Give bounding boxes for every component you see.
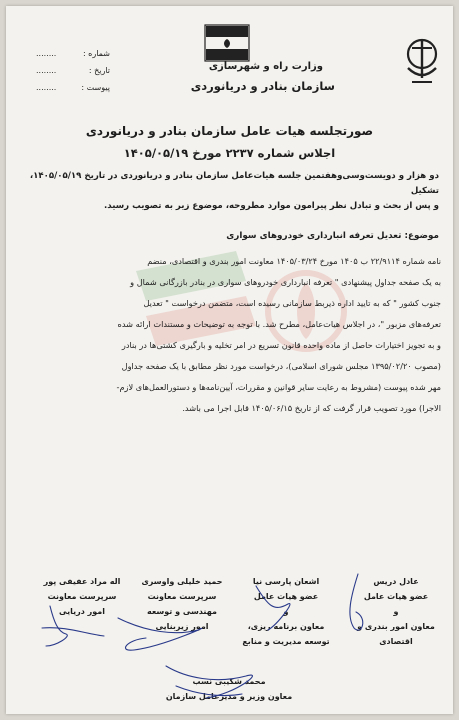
organization-name: سازمان بنادر و دریانوردی — [190, 79, 335, 93]
body-line: (مصوب ۱۳۹۵/۰۲/۲۰ مجلس شورای اسلامی)، درخواست مورد نظر مطابق با یک صفحه جداول — [121, 361, 441, 371]
body-line: جنوب کشور " که به تایید اداره ذیربط سازمانی رسیده است، متضمن درخواست " تعدیل — [143, 298, 441, 308]
session-line: اجلاس شماره ۲۲۳۷ مورخ ۱۴۰۵/۰۵/۱۹ — [123, 146, 336, 160]
signer-title: امور زیربنایی — [155, 622, 209, 631]
chair-title: معاون وزیر و مدیرعامل سازمان — [165, 692, 293, 701]
meta-number: شماره : ........ — [36, 49, 110, 58]
signer-name: عادل دریس — [373, 577, 419, 586]
subject-line: موضوع: تعدیل تعرفه انبارداری خودروهای سواری — [226, 231, 439, 241]
document-page — [6, 6, 453, 714]
body-line: مهر شده پیوست (مشروط به رعایت سایر قوانین و مقررات، آیین‌نامه‌ها و دستورالعمل‌های لازم- — [116, 382, 441, 392]
signer-title: و — [283, 607, 289, 616]
iran-emblem-icon — [204, 24, 250, 62]
body-paragraph — [17, 251, 441, 419]
body-line: به یک صفحه جداول پیشنهادی " تعرفه انبارداری خودروهای سواری در بنادر بازرگانی شمال و — [130, 277, 441, 287]
signer-title: عضو هیات عامل — [253, 592, 319, 601]
signer-title: مهندسی و توسعه — [147, 607, 217, 616]
signer-title: سرپرست معاونت — [47, 592, 117, 601]
ministry-name: وزارت راه و شهرسازی — [208, 61, 323, 72]
anchor-logo-icon — [404, 34, 440, 86]
body-line: تعرفه‌های مزبور "، در اجلاس هیات‌عامل، مطرح شد. با توجه به توضیحات و مستندات ارائه شده — [117, 319, 441, 329]
signer-title: اقتصادی — [379, 637, 413, 646]
meta-attachment: پیوست : ........ — [36, 83, 110, 92]
signer-title: سرپرست معاونت — [147, 592, 217, 601]
document-meta — [36, 45, 110, 96]
body-line: و به تجویز اختیارات حاصل از ماده واحده قانون تسریع در امر تخلیه و بارگیری کشتی‌ها در بنادر — [121, 340, 441, 350]
signer-name: اله مراد عفیفی پور — [43, 577, 121, 586]
chair-name: محمد شکیبی نسب — [192, 677, 266, 686]
signer-title: و — [393, 607, 399, 616]
body-line: نامه شماره ۲۲/۹۱۱۴ ب‌ ۱۴۰۵ مورخ ۱۴۰۵/۰۳/۲۴ معاونت امور بندری و اقتصادی، منضم — [147, 256, 441, 266]
body-line: الاجرا) مورد تصویب قرار گرفت که از تاریخ ۱۴۰۵/۰۶/۱۵ قابل اجرا می باشد. — [182, 403, 441, 413]
signer-title: عضو هیات عامل — [363, 592, 429, 601]
signer-title: معاون برنامه ریزی، — [247, 622, 325, 631]
intro-line: دو هزار و دویست‌وسی‌وهفتمین جلسه هیات‌عامل سازمان بنادر و دریانوردی در تاریخ ۱۴۰۵/۰۵/۱۹، تشکیل — [29, 171, 439, 196]
meta-date: تاریخ : ........ — [36, 66, 110, 75]
signer-title: امور دریایی — [59, 607, 105, 616]
signer-title: معاون امور بندری و — [357, 622, 435, 631]
intro-line: و پس از بحث و تبادل نظر پیرامون موارد مطروحه، موضوع زیر به تصویب رسید. — [103, 201, 439, 211]
handwritten-signatures-icon — [6, 566, 453, 714]
intro-paragraph — [19, 169, 439, 214]
document-title: صورتجلسه هیات عامل سازمان بنادر و دریانوردی — [85, 124, 374, 138]
signer-name: حمید خلیلی واوسری — [141, 577, 223, 586]
signer-name: اشعان پارسی نیا — [252, 577, 320, 586]
signer-title: توسعه مدیریت و منابع — [242, 637, 330, 646]
